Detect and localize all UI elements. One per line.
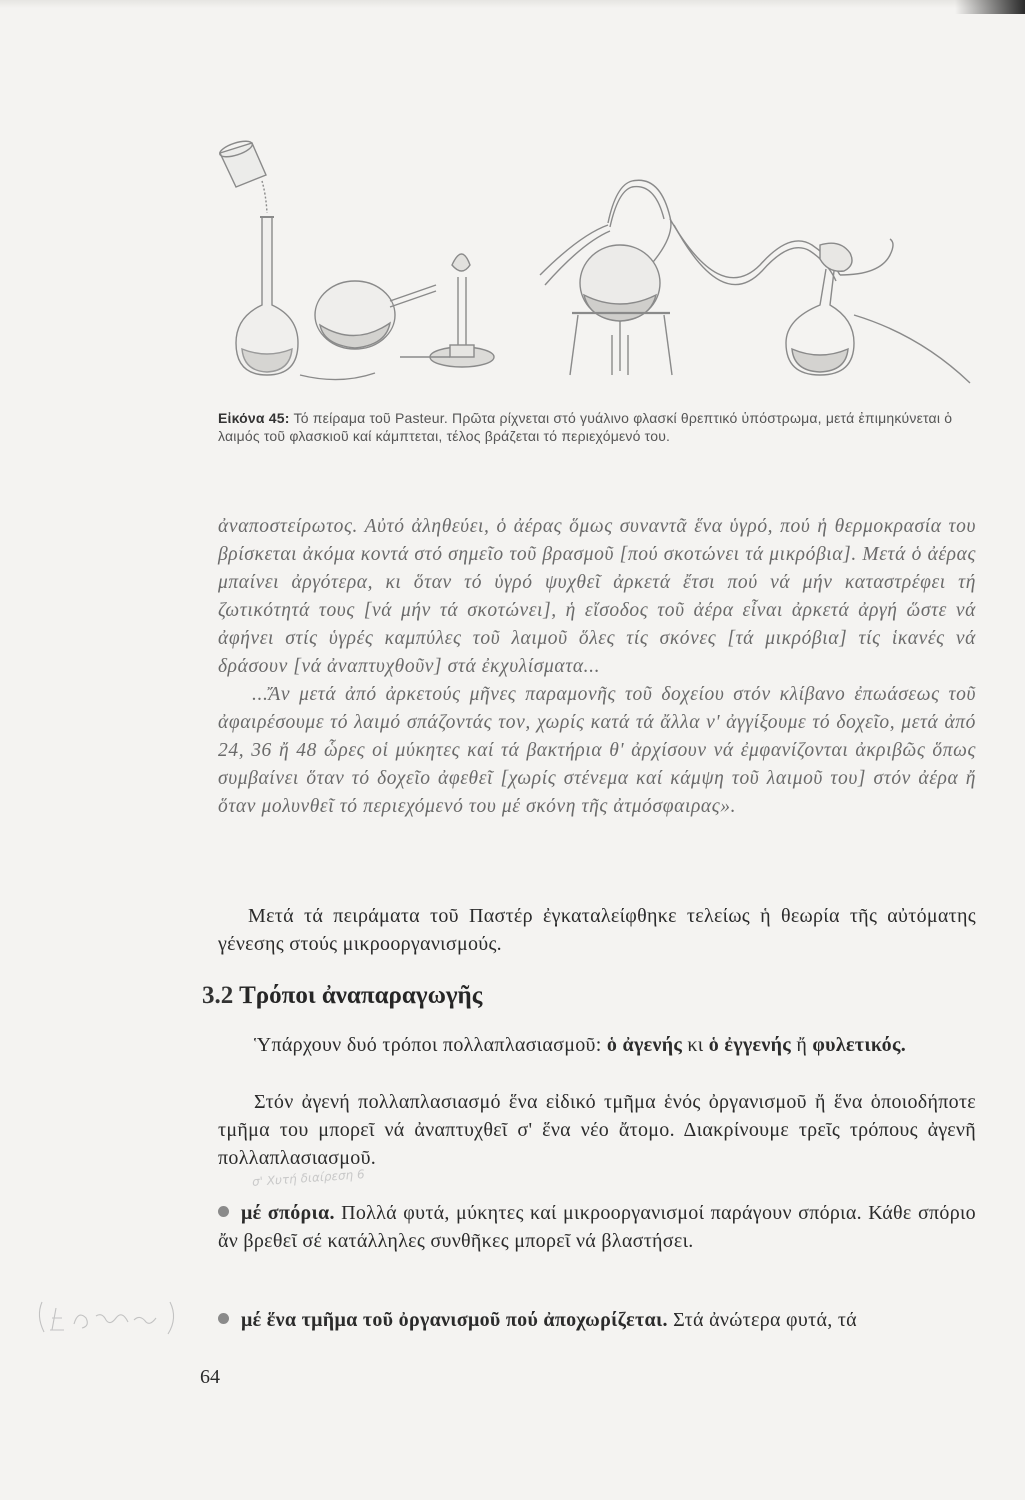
tripod-stand-drawing: [570, 313, 672, 375]
section-number: 3.2: [202, 982, 234, 1009]
pasteur-quote: [218, 513, 976, 821]
p1-mid: κι: [682, 1034, 709, 1056]
bunsen-burner-drawing: [400, 254, 494, 367]
bullet-fragmentation-title: μέ ἕνα τμῆμα τοῦ ὀργανισμοῦ πού ἀποχωρίζεται.: [241, 1309, 668, 1331]
flask-one-drawing: [236, 217, 298, 375]
p1-or: ἤ: [791, 1034, 813, 1056]
bullet-dot-icon: [218, 1313, 229, 1324]
page-number: 64: [200, 1366, 220, 1388]
beaker-pouring-drawing: [218, 138, 267, 213]
flask-two-drawing: [315, 281, 436, 349]
p1-asexual: ὁ ἀγενής: [606, 1034, 683, 1056]
bullet-spores-text: Πολλά φυτά, μύκητες καί μικροοργανισμοί παράγουν σπόρια. Κάθε σπόριο ἄν βρεθεῖ σέ κατάλληλες συνθῆκες μπορεῖ νά βλαστήσει.: [218, 1202, 976, 1252]
paragraph-after-quote: Μετά τά πειράματα τοῦ Παστέρ ἐγκαταλείφθηκε τελείως ἡ θεωρία τῆς αὐτόματης γένεσης στούς μικροοργανισμούς.: [218, 905, 976, 955]
bullet-dot-icon: [218, 1206, 229, 1217]
p1-phyletic: φυλετικός.: [812, 1034, 906, 1056]
margin-handwriting-scribble: [0, 1296, 190, 1340]
p1-sexual: ὁ ἐγγενής: [708, 1034, 792, 1056]
asexual-reproduction-paragraph: Στόν ἀγενή πολλαπλασιασμό ἕνα εἰδικό τμῆμα ἑνός ὀργανισμοῦ ἤ ἕνα ὁποιοδήποτε τμῆμα του μπορεῖ νά ἀναπτυχθεῖ σ' ἕνα νέο ἄτομο. Διακρίνουμε τρεῖς τρόπους ἀγενῆ πολλαπλασιασμοῦ.: [218, 1091, 976, 1169]
handwritten-note: σ' Χυτή διαίρεση 6: [251, 1167, 366, 1189]
reproduction-types-paragraph: [218, 1031, 976, 1059]
bullet-spores-title: μέ σπόρια.: [241, 1202, 335, 1224]
bullet-fragmentation: [218, 1306, 976, 1334]
section-title: Τρόποι ἀναπαραγωγῆς: [239, 982, 483, 1009]
section-heading: [202, 982, 482, 1010]
bullet-spores: [218, 1199, 976, 1255]
quote-paragraph-2: ...Ἄν μετά ἀπό ἀρκετούς μῆνες παραμονῆς τοῦ δοχείου στόν κλίβανο ἐπωάσεως τοῦ ἀφαιρέσουμε τό λαιμό σπάζοντάς τον, χωρίς κατά τά ἄλλα ν' ἀγγίξουμε τό δοχεῖο, μετά ἀπό 24, 36 ἤ 48 ὧρες οἱ μύκητες καί τά βακτήρια θ' ἀρχίσουν νά ἐμφανίζονται ἀκριβῶς ὅπως συμβαίνει ὅταν τό δοχεῖο ἀφεθεῖ [χωρίς στένεμα καί κάμψη τοῦ λαιμοῦ του] στόν ἀέρα ἤ ὅταν μολυνθεῖ τό περιεχόμενό του μέ σκόνη τῆς ἀτμόσφαιρας».: [218, 684, 976, 817]
flask-four-drawing: [786, 243, 970, 383]
quote-paragraph-1: ἀναποστείρωτος. Αὐτό ἀληθεύει, ὁ ἀέρας ὅμως συναντᾶ ἕνα ὑγρό, πού ἡ θερμοκρασία του βρίσκεται ἀκόμα κοντά στό σημεῖο τοῦ βρασμοῦ [πού σκοτώνει τά μικρόβια]. Μετά ὁ ἀέρας μπαίνει ἀργότερα, κι ὅταν τό ὑγρό ψυχθεῖ ἀρκετά ἔτσι πού νά μήν καταστρέφει τή ζωτικότητά τους [νά μήν τά σκοτώνει], ἡ εἴσοδος τοῦ ἀέρα εἶναι ἀρκετά ἀργή ὥστε νά ἀφήνει στίς ὑγρές καμπύλες τοῦ λαιμοῦ ὅλες τίς σκόνες [τά μικρόβια] τίς ἱκανές νά δράσουν [νά ἀναπτυχθοῦν] στά ἐκχυλίσματα...: [218, 516, 976, 677]
pasteur-experiment-illustration: [200, 135, 980, 390]
scan-corner-shadow: [955, 0, 1025, 14]
figure-caption-label: Εἰκόνα 45:: [218, 410, 290, 426]
figure-caption-text: Τό πείραμα τοῦ Pasteur. Πρῶτα ρίχνεται στό γυάλινο φλασκί θρεπτικό ὑπόστρωμα, μετά ἐπιμηκύνεται ὁ λαιμός τοῦ φλασκιοῦ καί κάμπτεται, τέλος βράζεται τό περιεχόμενό του.: [218, 410, 953, 444]
figure-caption: [218, 410, 976, 445]
long-swan-neck-tube-drawing: [670, 219, 893, 285]
p1-start: Ὑπάρχουν δυό τρόποι πολλαπλασιασμοῦ:: [254, 1034, 607, 1056]
bullet-fragmentation-text: Στά ἀνώτερα φυτά, τά: [667, 1309, 857, 1331]
scan-edge: [0, 0, 1025, 8]
